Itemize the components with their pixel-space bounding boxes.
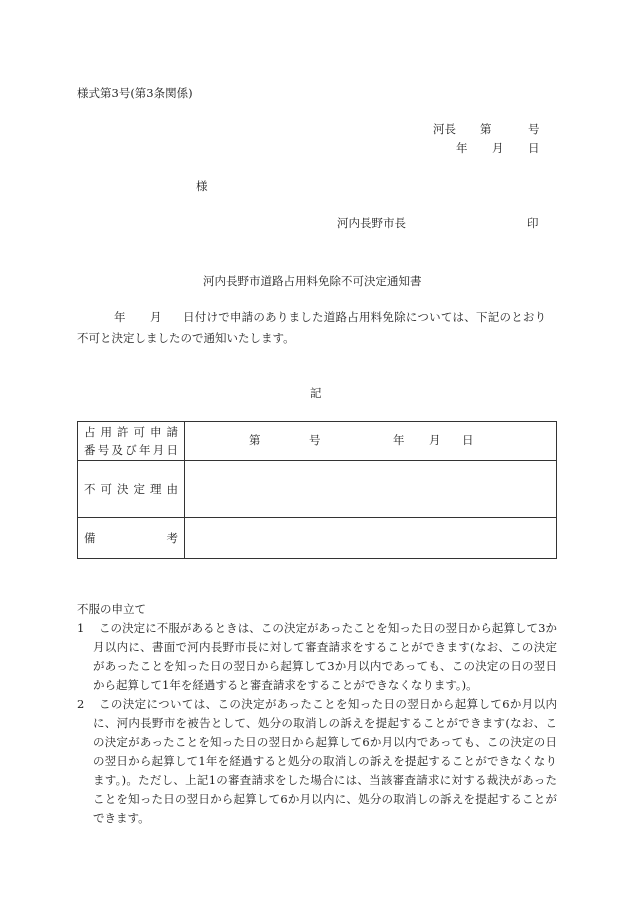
appeal-item-number: 1 <box>77 621 85 635</box>
value-cell-reason <box>185 461 557 518</box>
ki-heading: 記 <box>310 386 322 400</box>
table-row-remarks <box>78 518 557 559</box>
label-cell-application <box>78 422 185 461</box>
label-remarks-a: 備 <box>84 531 96 545</box>
appeal-item-text: この決定に不服があるときは、この決定があったことを知った日の翌日から起算して3か月以内に、書面で河内長野市長に対して審査請求をすることができます(なお、この決定があったことを知った日の翌日から起算して3か月以内であっても、この決定の日の翌日から起算して1年を経過すると審査請求をすることができなくなります。)。 <box>93 621 557 692</box>
label-application-line1: 占用許可申請 <box>84 425 178 439</box>
table-year: 年 <box>393 433 405 447</box>
date-month: 月 <box>492 141 504 155</box>
table-month: 月 <box>429 433 441 447</box>
appeal-heading: 不服の申立て <box>77 602 146 616</box>
label-cell-remarks <box>78 518 185 559</box>
table-day: 日 <box>462 433 474 447</box>
label-remarks-b: 考 <box>166 531 178 545</box>
body-year: 年 <box>114 310 126 324</box>
ref-dai: 第 <box>480 122 492 136</box>
value-cell-application <box>185 422 557 461</box>
form-identifier: 様式第3号(第3条関係) <box>77 86 193 100</box>
table-row-application <box>78 422 557 461</box>
seal-mark: 印 <box>527 216 539 230</box>
appeal-item-number: 2 <box>77 697 85 711</box>
body-month: 月 <box>150 310 162 324</box>
body-text-line1: 日付けで申請のありました道路占用料免除については、下記のとおり <box>183 310 547 324</box>
table-go: 号 <box>309 433 321 447</box>
date-day: 日 <box>528 141 540 155</box>
detail-table <box>77 421 557 559</box>
ref-prefix: 河長 <box>433 122 456 136</box>
table-dai: 第 <box>249 433 261 447</box>
label-cell-reason <box>78 461 185 518</box>
date-year: 年 <box>456 141 468 155</box>
appeal-section <box>77 600 557 828</box>
body-text-line2: 不可と決定しましたので通知いたします。 <box>77 331 295 345</box>
issuer-name: 河内長野市長 <box>337 216 406 230</box>
document-title: 河内長野市道路占用料免除不可決定通知書 <box>203 274 422 288</box>
addressee-suffix: 様 <box>196 179 208 193</box>
table-row-reason <box>78 461 557 518</box>
appeal-item-2 <box>77 695 557 828</box>
label-reason: 不可決定理由 <box>84 482 178 496</box>
label-application-line2: 番号及び年月日 <box>84 443 178 457</box>
appeal-item-text: この決定については、この決定があったことを知った日の翌日から起算して6か月以内に、河内長野市を被告として、処分の取消しの訴えを提起することができます(なお、この決定があったことを知った日の翌日から起算して6か月以内であっても、この決定の日の翌日から起算して1年を経過すると処分の取消しの訴えを提起することができなくなります。)。ただし、上記1の審査請求をした場合には、当該審査請求に対する裁決があったことを知った日の翌日から起算して6か月以内に、処分の取消しの訴えを提起することができます。 <box>93 697 557 825</box>
value-cell-remarks <box>185 518 557 559</box>
appeal-item-1 <box>77 619 557 695</box>
ref-go: 号 <box>528 122 540 136</box>
